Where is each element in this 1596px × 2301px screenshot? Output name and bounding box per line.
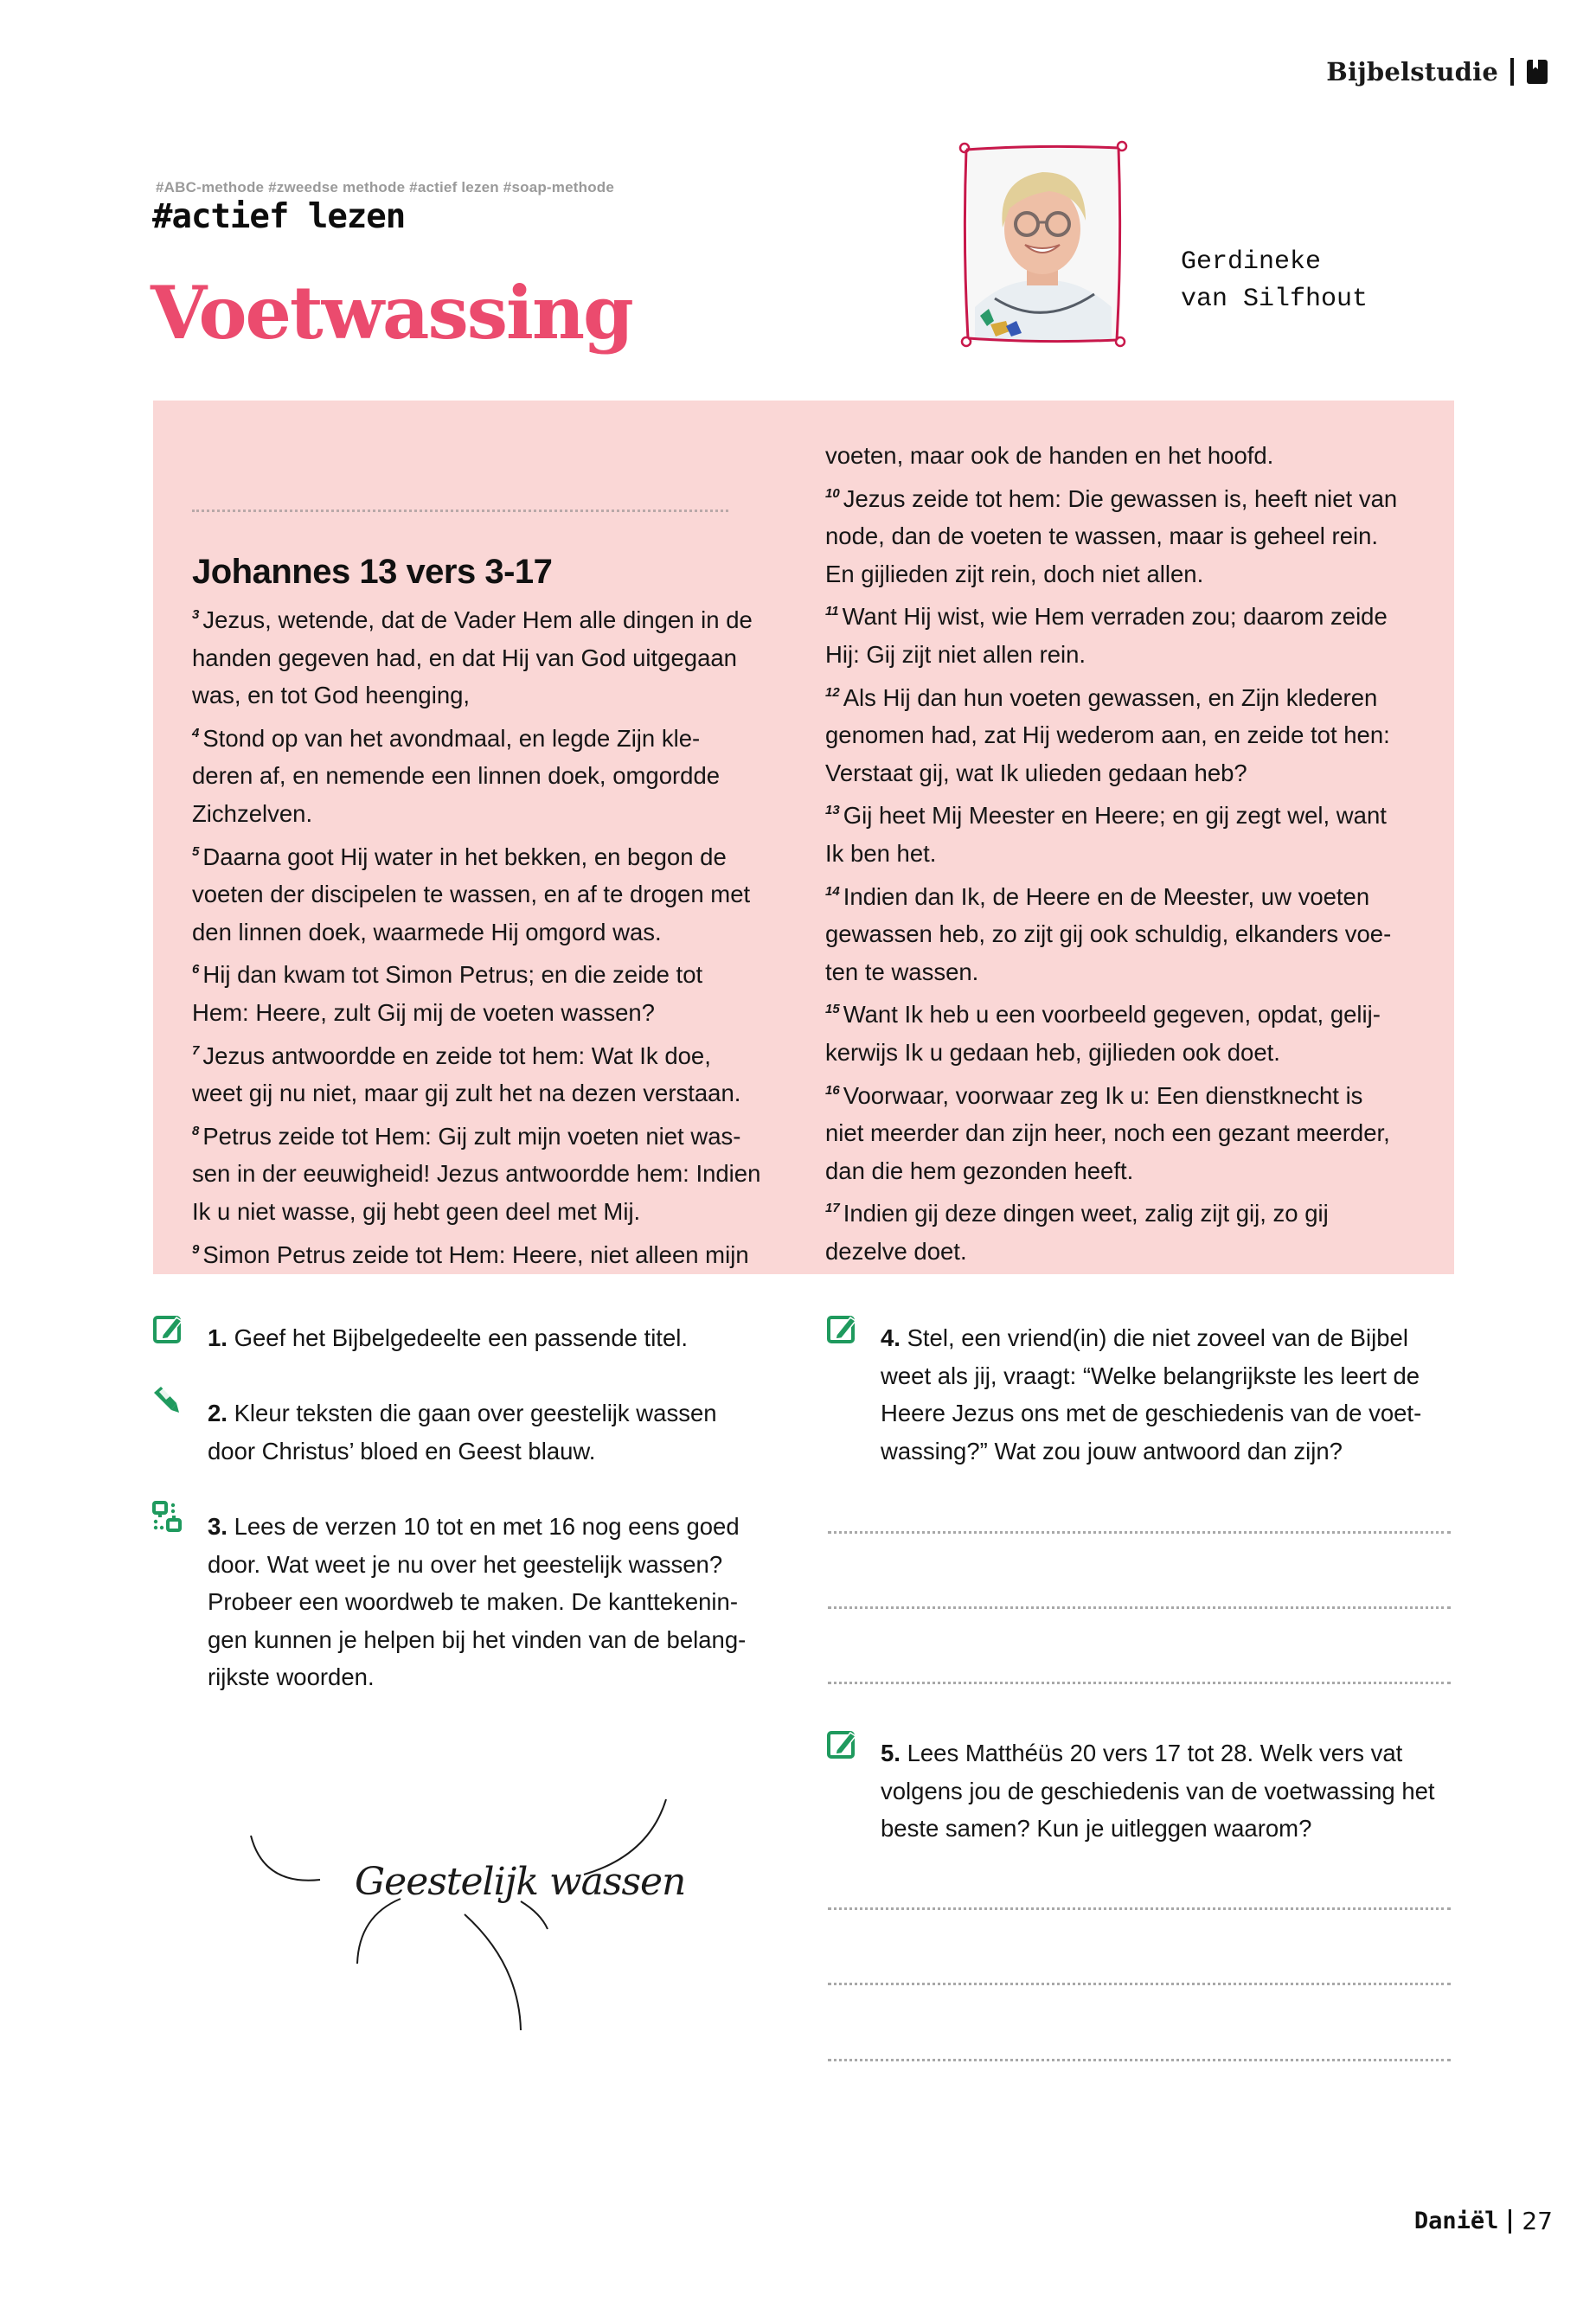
question-5: 5. Lees Matthéüs 20 vers 17 tot 28. Welk vers vat volgens jou de geschiedenis van de voetwassing het beste samen? Kun je uitleggen waarom?: [881, 1740, 1435, 1843]
scripture-line: $^8$ Petrus zeide tot Hem: Gij zult mijn voeten niet was-: [192, 1122, 741, 1150]
scripture-line: $^4$ Stond op van het avondmaal, en legde Zijn kle-: [192, 724, 701, 752]
footer-divider: [1509, 2209, 1511, 2234]
scripture-line: Zichzelven.: [192, 799, 313, 827]
scripture-line: $^9$ Simon Petrus zeide tot Hem: Heere, niet alleen mijn: [192, 1240, 749, 1268]
method-hashtags: #ABC-methode #zweedse methode #actief lezen #soap-methode: [156, 179, 615, 195]
scripture-line: ten te wassen.: [825, 958, 979, 985]
scripture-line: was, en tot God heenging,: [192, 682, 471, 709]
passage-heading: Johannes 13 vers 3-17: [192, 553, 553, 591]
page-footer: [1414, 2207, 1553, 2235]
scripture-line: $^7$ Jezus antwoordde en zeide tot hem: Wat Ik doe,: [192, 1042, 711, 1069]
word-web-center: Geestelijk wassen: [355, 1860, 686, 1904]
scripture-line: $^{10}$ Jezus zeide tot hem: Die gewassen is, heeft niet van: [825, 484, 1398, 512]
magazine-name: Daniël: [1413, 2208, 1499, 2234]
scripture-line: Hem: Heere, zult Gij mij de voeten wassen?: [192, 998, 655, 1026]
scripture-line: genomen had, zat Hij wederom aan, en zeide tot hen:: [825, 721, 1390, 749]
scripture-line: Ik ben het.: [825, 839, 937, 867]
author-name: [1181, 244, 1368, 318]
write-icon: [826, 1312, 859, 1345]
question-4: 4. Stel, een vriend(in) die niet zoveel van de Bijbel weet als jij, vraagt: “Welke belangrijkste les leert de Heere Jezus ons met de geschiedenis van de voet- wassing?” Wat zou jouw antwoord dan zijn?: [881, 1324, 1422, 1465]
answer-line[interactable]: [828, 2059, 1451, 2061]
section-label: Bijbelstudie: [1326, 57, 1498, 87]
scripture-column-left: [192, 596, 780, 1273]
question-3: 3. Lees de verzen 10 tot en met 16 nog eens goed door. Wat weet je nu over het geestelijk wassen? Probeer een woordweb te maken. De kanttekenin- gen kunnen je helpen bij het vinden van de belang- rijkste woorden.: [208, 1513, 747, 1691]
scripture-line: kerwijs Ik u gedaan heb, gijlieden ook doet.: [825, 1038, 1280, 1066]
scripture-line: Ik u niet wasse, gij hebt geen deel met Mij.: [192, 1197, 641, 1225]
page-number: 27: [1522, 2207, 1553, 2235]
scripture-line: $^5$ Daarna goot Hij water in het bekken, en begon de: [192, 843, 727, 870]
answer-line[interactable]: [828, 1606, 1451, 1609]
book-icon: [1526, 59, 1548, 85]
scripture-box: [153, 401, 1454, 1274]
scripture-line: $^3$ Jezus, wetende, dat de Vader Hem alle dingen in de: [192, 606, 753, 633]
title-write-line: [192, 510, 728, 512]
scripture-line: voeten der discipelen te wassen, en af te drogen met: [192, 881, 751, 908]
scripture-line: sen in der eeuwigheid! Jezus antwoordde hem: Indien: [192, 1160, 761, 1188]
scripture-line: $^{15}$ Want Ik heb u een voorbeeld gegeven, opdat, gelij-: [825, 1001, 1381, 1029]
scripture-line: den linnen doek, waarmede Hij omgord was.: [192, 918, 662, 945]
method-label: #actief lezen: [152, 197, 406, 236]
scripture-line: node, dan de voeten te wassen, maar is geheel rein.: [825, 522, 1379, 550]
page-title: Voetwassing: [151, 270, 632, 356]
running-header: [1326, 57, 1548, 87]
write-icon: [152, 1312, 185, 1345]
scripture-line: $^6$ Hij dan kwam tot Simon Petrus; en die zeide tot: [192, 961, 703, 989]
scripture-line: gewassen heb, zo zijt gij ook schuldig, elkanders voe-: [825, 920, 1392, 948]
scripture-line: $^{11}$ Want Hij wist, wie Hem verraden zou; daarom zeide: [825, 603, 1388, 631]
answer-line[interactable]: [828, 1983, 1451, 1985]
scripture-line: $^{16}$ Voorwaar, voorwaar zeg Ik u: Een dienstknecht is: [825, 1081, 1363, 1109]
scripture-line: niet meerder dan zijn heer, noch een gezant meerder,: [825, 1119, 1390, 1147]
highlighter-icon: [151, 1384, 183, 1417]
scripture-line: weet gij nu niet, maar gij zult het na dezen verstaan.: [192, 1080, 741, 1107]
mindmap-icon: [152, 1501, 185, 1534]
scripture-line: dezelve doet.: [825, 1237, 967, 1265]
scripture-line: dan die hem gezonden heeft.: [825, 1157, 1134, 1184]
scripture-line: $^{17}$ Indien gij deze dingen weet, zalig zijt gij, zo gij: [825, 1200, 1329, 1227]
scripture-line: $^{12}$ Als Hij dan hun voeten gewassen, en Zijn klederen: [825, 683, 1378, 711]
header-divider: [1510, 58, 1514, 86]
scripture-line: En gijlieden zijt rein, doch niet allen.: [825, 560, 1204, 587]
scripture-line: $^{14}$ Indien dan Ik, de Heere en de Meester, uw voeten: [825, 882, 1370, 910]
author-last-name: van Silfhout: [1181, 285, 1368, 314]
scripture-line: handen gegeven had, en dat Hij van God uitgegaan: [192, 644, 737, 671]
scripture-line: voeten, maar ook de handen en het hoofd.: [825, 442, 1274, 469]
scripture-line: deren af, en nemende een linnen doek, omgordde: [192, 762, 721, 790]
answer-line[interactable]: [828, 1531, 1451, 1534]
scripture-line: Hij: Gij zijt niet allen rein.: [825, 640, 1086, 668]
author-first-name: Gerdineke: [1181, 247, 1322, 277]
scripture-line: Verstaat gij, wat Ik ulieden gedaan heb?: [825, 759, 1247, 786]
word-web-lines: [234, 1791, 735, 2059]
answer-line[interactable]: [828, 1907, 1451, 1910]
question-2: 2. Kleur teksten die gaan over geestelijk wassen door Christus’ bloed en Geest blauw.: [208, 1400, 717, 1465]
question-1: 1. Geef het Bijbelgedeelte een passende titel.: [208, 1324, 688, 1351]
scripture-column-right: [825, 437, 1422, 1270]
author-photo: [956, 134, 1129, 355]
answer-line[interactable]: [828, 1682, 1451, 1684]
scripture-line: $^{13}$ Gij heet Mij Meester en Heere; en gij zegt wel, want: [825, 802, 1387, 830]
write-icon: [826, 1727, 859, 1760]
